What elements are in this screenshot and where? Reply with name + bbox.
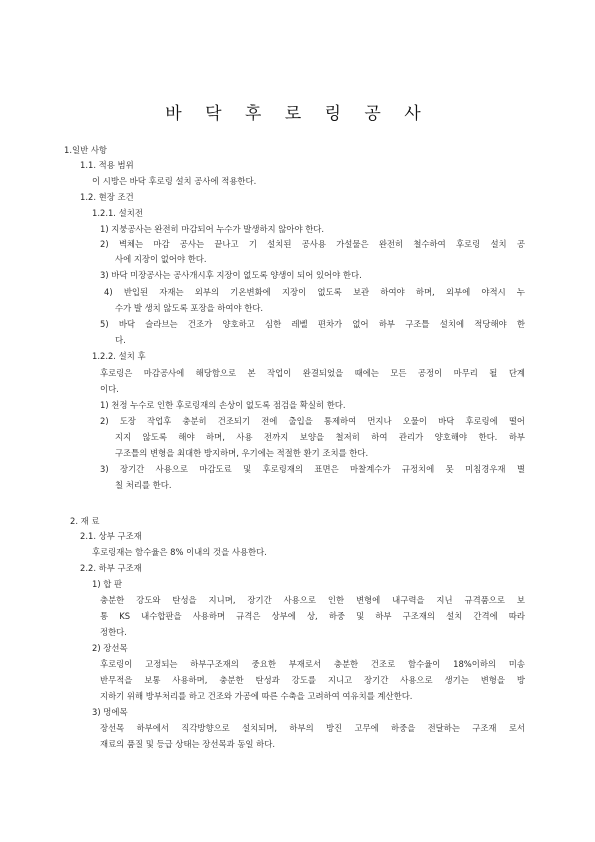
list-item-1-2-1-5-line1: 5) 바닥 슬라브는 건조가 양호하고 심한 레벨 편차가 없어 하부 구조틀 설치에 적당해야 한 [100, 319, 525, 329]
list-item-1-2-1-4-line1: 4) 반입된 자재는 외부의 기온변화에 지장이 없도록 보관 하여야 하며, 외부에 야적시 누 [104, 287, 525, 297]
section-1-1-heading: 1.1. 적용 범위 [80, 160, 134, 170]
section-2-2-heading: 2.2. 하부 구조재 [80, 563, 142, 573]
section-1-2-1-heading: 1.2.1. 설치전 [92, 208, 143, 218]
plywood-para-line2: 통 KS 내수합판을 사용하며 규격은 상부에 상, 하중 및 하부 구조재의 설치 간격에 따라 [100, 611, 525, 621]
sleeper-para-line1: 장선목 하부에서 직각방향으로 설치되며, 하부의 방진 고무에 하중을 전달하는 구조재 로서 [100, 723, 525, 733]
section-1-2-heading: 1.2. 현장 조건 [80, 192, 134, 202]
section-2-heading: 2. 재 료 [70, 516, 100, 526]
list-item-1-2-2-2-line1: 2) 도장 작업후 충분히 건조되기 전에 출입을 통제하여 먼지나 오물이 바닥 후로링에 떨어 [100, 416, 525, 426]
joist-para-line3: 지하기 위해 방부처리를 하고 건조와 가공에 따른 수축을 고려하여 여유치를 계산한다. [100, 691, 413, 701]
section-1-2-2-heading: 1.2.2. 설치 후 [92, 351, 146, 361]
plywood-para-line1: 충분한 강도와 탄성을 지니며, 장기간 사용으로 인한 변형에 내구력을 지닌 규격품으로 보 [100, 595, 525, 605]
section-1-1-text: 이 시방은 바닥 후로링 설치 공사에 적용한다. [92, 176, 257, 186]
subheading-sleeper: 3) 멍에목 [92, 707, 128, 717]
sleeper-para-line2: 재료의 품질 및 등급 상태는 장선목과 동일 하다. [100, 739, 276, 749]
section-1-2-2-para-line2: 이다. [100, 384, 119, 394]
subheading-plywood: 1) 합 판 [92, 579, 123, 589]
section-2-1-text: 후로링재는 함수율은 8% 이내의 것을 사용한다. [92, 547, 267, 557]
subheading-joist: 2) 장선목 [92, 643, 128, 653]
joist-para-line1: 후로링이 고정되는 하부구조재의 중요한 부재로서 충분한 건조로 함수율이 18%이하의 미송 [100, 659, 525, 669]
list-item-1-2-1-3: 3) 바닥 미장공사는 공사개시후 지장이 없도록 양생이 되어 있어야 한다. [100, 270, 362, 280]
list-item-1-2-1-1: 1) 지붕공사는 완전히 마감되어 누수가 발생하지 않아야 한다. [100, 224, 325, 234]
document-title: 바 닥 후 로 링 공 사 [165, 104, 430, 124]
list-item-1-2-1-5-line2: 다. [115, 335, 126, 345]
list-item-1-2-2-3-line1: 3) 장기간 사용으로 마감도료 및 후로링재의 표면은 마찰계수가 규정치에 못 미침경우재 별 [100, 464, 525, 474]
list-item-1-2-1-4-line2: 수가 발 생치 않도록 포장을 하여야 한다. [115, 303, 264, 313]
list-item-1-2-2-3-line2: 칠 처리를 한다. [115, 480, 172, 490]
list-item-1-2-2-2-line3: 구조틀의 변형을 최대한 방지하며, 우기에는 적절한 환기 조치를 한다. [115, 448, 369, 458]
plywood-para-line3: 정한다. [100, 627, 127, 637]
list-item-1-2-1-2-line2: 사에 지장이 없어야 한다. [115, 254, 207, 264]
section-1-heading: 1.일반 사항 [64, 145, 108, 155]
section-2-1-heading: 2.1. 상부 구조재 [80, 531, 142, 541]
joist-para-line2: 반무적을 보통 사용하며, 충분한 탄성과 강도를 지니고 장기간 사용으로 생기는 변형을 방 [100, 675, 525, 685]
list-item-1-2-2-1: 1) 천정 누수로 인한 후로링재의 손상이 없도록 점검을 확실히 한다. [100, 400, 346, 410]
list-item-1-2-1-2-line1: 2) 벽체는 마감 공사는 끝나고 기 설치된 공사용 가설물은 완전히 철수하여 후로링 설치 공 [100, 239, 525, 249]
list-item-1-2-2-2-line2: 지지 않도록 해야 하며, 사용 전까지 보양을 철저히 하여 관리가 양호해야 한다. 하부 [115, 432, 525, 442]
section-1-2-2-para-line1: 후로링은 마감공사에 해당함으로 본 작업이 완결되었을 때에는 모든 공정이 마무리 될 단계 [100, 368, 525, 378]
